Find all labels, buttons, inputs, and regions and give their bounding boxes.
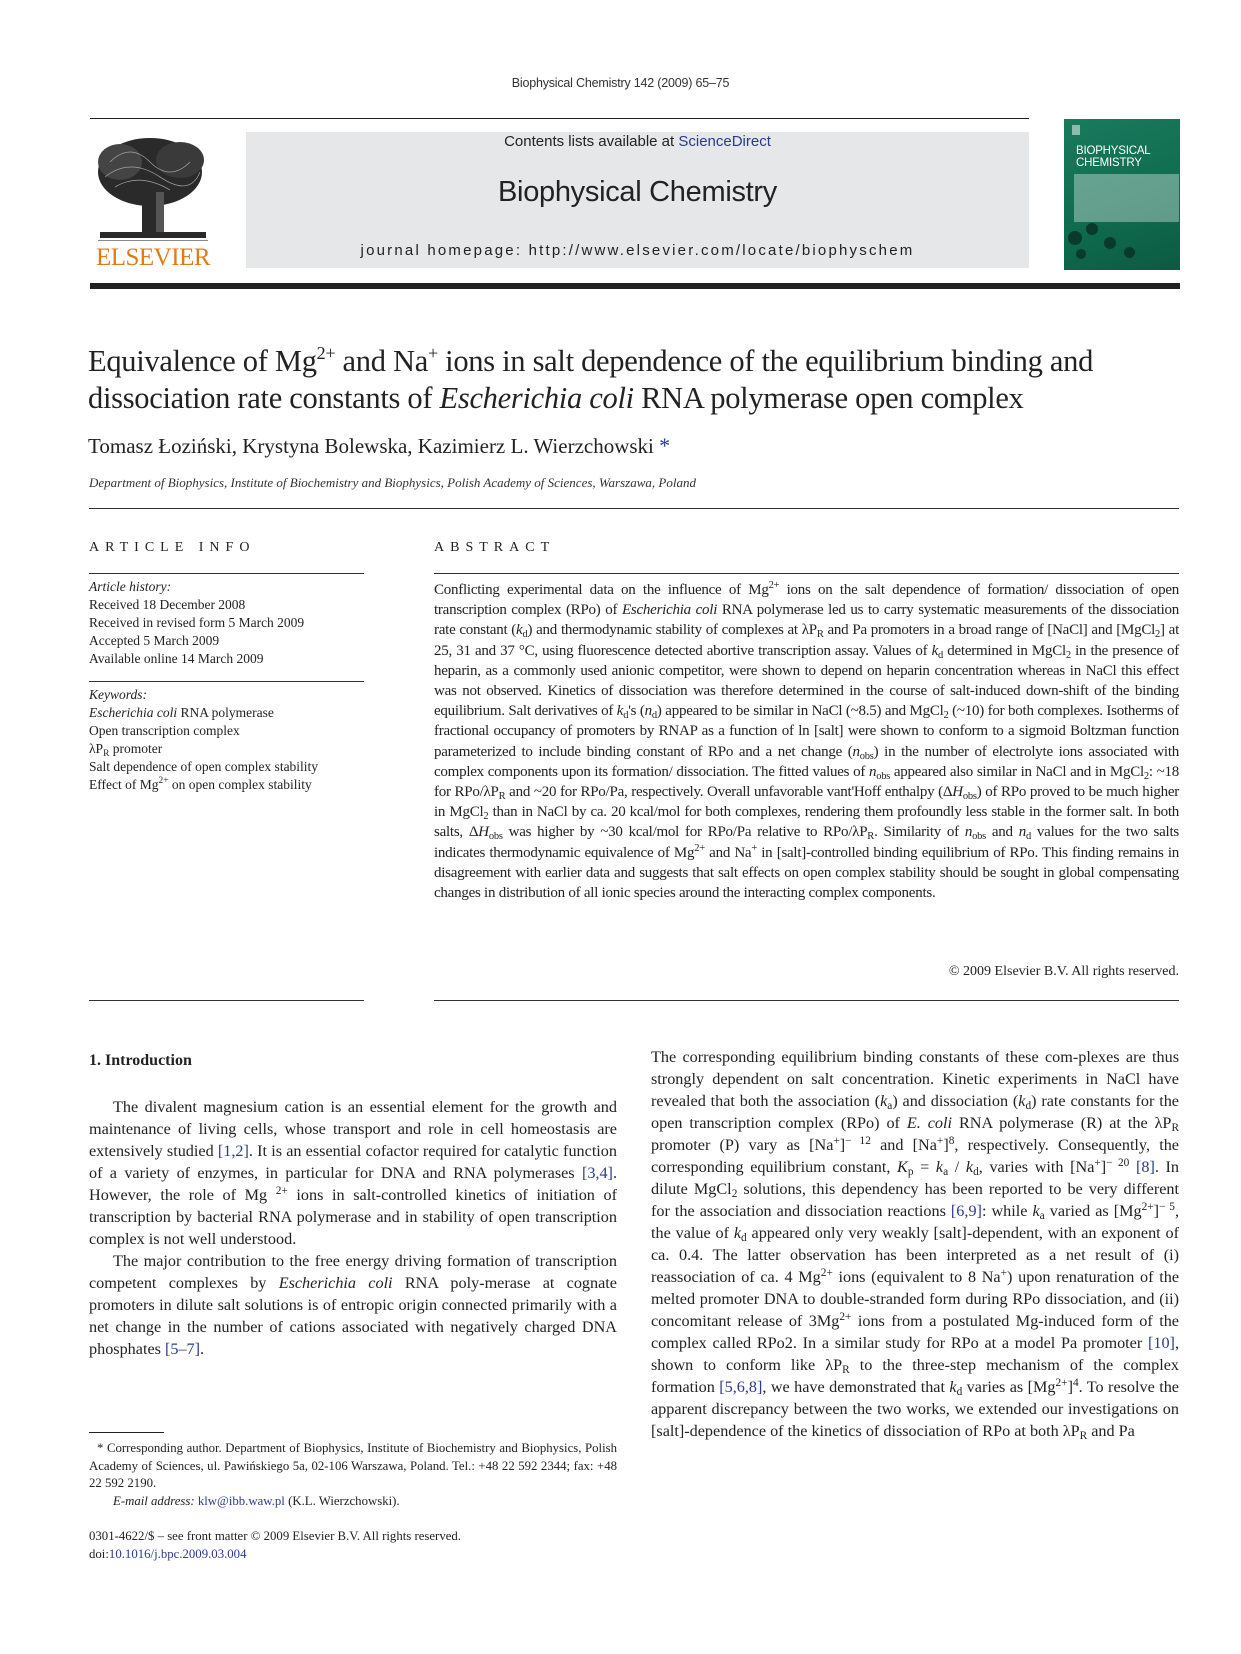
abstract-rule xyxy=(434,573,1179,574)
article-history xyxy=(89,578,369,668)
citation-link[interactable]: [3,4] xyxy=(581,1164,613,1182)
author-list xyxy=(88,433,670,459)
article-info-heading: ARTICLE INFO xyxy=(89,540,256,555)
abstract-copyright: © 2009 Elsevier B.V. All rights reserved. xyxy=(948,964,1179,979)
journal-banner xyxy=(246,132,1029,268)
citation-link[interactable]: [8] xyxy=(1135,1158,1155,1176)
journal-title: Biophysical Chemistry xyxy=(498,176,777,208)
cover-bead xyxy=(1124,247,1135,258)
contents-line xyxy=(246,133,1029,150)
doi-line: doi:10.1016/j.bpc.2009.03.004 xyxy=(89,1547,247,1561)
paragraph: The major contribution to the free energy driving formation of transcription competent complexes by Escherichia coli RNA poly-merase at cognate promoters in dilute salt solutions is of entropic origin connected primarily with a net change in the number of cations associated with negatively charged DNA phosphates [5–7]. xyxy=(89,1252,617,1358)
cover-panel xyxy=(1074,174,1179,222)
doi-link[interactable]: 10.1016/j.bpc.2009.03.004 xyxy=(108,1547,247,1561)
cover-title-line2: CHEMISTRY xyxy=(1076,157,1142,169)
running-title: Biophysical Chemistry 142 (2009) 65–75 xyxy=(511,76,730,90)
affiliation: Department of Biophysics, Institute of Biochemistry and Biophysics, Polish Academy of Sciences, Warszawa, Poland xyxy=(89,475,696,490)
footnote-rule xyxy=(89,1432,164,1433)
sciencedirect-link[interactable]: ScienceDirect xyxy=(678,133,771,150)
email-line: E-mail address: klw@ibb.waw.pl (K.L. Wierzchowski). xyxy=(113,1493,400,1508)
keywords xyxy=(89,686,369,794)
paragraph: The corresponding equilibrium binding constants of these com-plexes are thus strongly dependent on salt concentration. Kinetic experiments in NaCl have revealed that both the association $(k_a)$ and dissociation $(k_d)$ rate constants for the open transcription complex (RPo) of E. coli RNA polymerase (R) at the $\lambda P_R$ promoter (P) vary as $[Na^+]^{- 12}$ and $[Na^+]^8$, respectively. Consequently, the corresponding equilibrium constant, $K_p = k_a / k_d$, varies with $[Na^+]^{- 20}$ [8]. In dilute MgCl$_2$ solutions, this dependency has been reported to be very different for the association and dissociation reactions [6,9]: while $k_a$ varied as $[Mg^{2+}]^{- 5}$, the value of $k_d$ appeared only very weakly [salt]-dependent, with an exponent of ca. 0.4. The latter observation has been interpreted as a net result of (i) reassociation of ca. 4 $Mg^{2+}$ ions (equivalent to 8 Na+) upon renaturation of the melted promoter DNA to double-stranded form during RPo dissociation, and (ii) concomitant release of $3Mg^{2+}$ ions from a postulated Mg-induced form of the complex called RPo2. In a similar study for RPo at a model Pa promoter [10], shown to conform like $\lambda P_R$ to the three-step mechanism of the complex formation [5,6,8], we have demonstrated that $k_d$ varies as $[Mg^{2+}]^4$. To resolve the apparent discrepancy between the two works, we extended our investigations on [salt]-dependence of the kinetics of dissociation of RPo at both $\lambda P_R$ and Pa xyxy=(651,1048,1180,1442)
keyword: Salt dependence of open complex stability xyxy=(89,759,319,774)
keyword: $\lambda P_R$ promoter xyxy=(89,741,163,759)
abstract-heading: ABSTRACT xyxy=(434,540,556,555)
header-thick-rule xyxy=(90,283,1180,289)
article-title: Equivalence of $Mg^{2+}$ and Na+ ions in salt dependence of the equilibrium binding and dissociation rate constants of Escherichia coli RNA polymerase open complex xyxy=(88,343,1094,415)
email-link[interactable]: klw@ibb.waw.pl xyxy=(197,1493,285,1508)
header-rule xyxy=(90,118,1029,119)
keywords-label: Keywords: xyxy=(89,687,147,702)
title-divider xyxy=(89,508,1179,509)
article-info-rule xyxy=(89,573,364,574)
keywords-rule xyxy=(89,681,364,682)
publisher-logo-text: ELSEVIER xyxy=(95,244,211,271)
corresponding-author-footnote xyxy=(89,1440,617,1510)
intro-right-column xyxy=(651,1046,1179,1442)
history-label: Article history: xyxy=(89,579,172,594)
cover-title-line1: BIOPHYSICAL xyxy=(1076,145,1151,157)
citation-link[interactable]: [6,9] xyxy=(950,1202,982,1220)
citation-link[interactable]: [1,2] xyxy=(217,1142,249,1160)
cover-bead xyxy=(1068,231,1082,245)
corresponding-author-text: * Corresponding author. Department of Biophysics, Institute of Biochemistry and Biophysics, Polish Academy of Sciences, ul. Pawińskiego 5a, 02-106 Warszawa, Poland. Tel.: +48 22 592 2344; fax: +48 22 592 2190. xyxy=(89,1441,617,1490)
history-received: Received 18 December 2008 xyxy=(89,597,246,612)
cover-elsevier-mark xyxy=(1072,125,1080,135)
cover-title xyxy=(1076,145,1151,169)
paragraph: The divalent magnesium cation is an essential element for the growth and maintenance of living cells, whose transport and role in cell homeostasis are extensively studied [1,2]. It is an essential cofactor required for catalytic function of a variety of enzymes, in particular for DNA and RNA polymerases [3,4]. However, the role of Mg $^{2+}$ ions in salt-controlled kinetics of initiation of transcription by bacterial RNA polymerase and in stability of open transcription complex is not well understood. xyxy=(89,1098,618,1248)
keyword: Escherichia coli RNA polymerase xyxy=(89,705,274,720)
info-bottom-rule xyxy=(89,1000,364,1001)
citation-link[interactable]: [5–7] xyxy=(164,1340,201,1358)
history-online: Available online 14 March 2009 xyxy=(89,651,264,666)
citation-link[interactable]: [10] xyxy=(1147,1334,1175,1352)
citation-link[interactable]: [5,6,8] xyxy=(719,1378,763,1396)
section-heading-introduction: 1. Introduction xyxy=(89,1052,192,1069)
abstract-bottom-rule xyxy=(434,1000,1179,1001)
cover-bead xyxy=(1104,237,1116,249)
keyword: Effect of $Mg^{2+}$ on open complex stability xyxy=(89,776,312,792)
intro-left-column xyxy=(89,1096,617,1360)
front-matter xyxy=(89,1527,461,1563)
journal-homepage-link[interactable]: journal homepage: http://www.elsevier.com/locate/biophyschem xyxy=(360,242,915,259)
history-accepted: Accepted 5 March 2009 xyxy=(89,633,220,648)
contents-prefix: Contents lists available at xyxy=(504,133,679,150)
elsevier-logo[interactable] xyxy=(90,132,216,272)
cover-bead xyxy=(1076,249,1086,259)
cover-bead xyxy=(1086,223,1098,235)
journal-cover-thumbnail[interactable] xyxy=(1064,119,1180,270)
history-revised: Received in revised form 5 March 2009 xyxy=(89,615,305,630)
corresponding-author-mark[interactable]: * xyxy=(659,433,671,458)
abstract-body: Conflicting experimental data on the influence of $Mg^{2+}$ ions on the salt dependence of formation/ dissociation of open transcription complex (RPo) of Escherichia coli RNA polymerase led us to carry systematic measurements of the dissociation rate constant $(k_d)$ and thermodynamic stability of complexes at $\lambda P_R$ and Pa promoters in a broad range of [NaCl] and [MgCl$_2$] at 25, 31 and 37 °C, using fluorescence detected abortive transcription assay. Values of $k_d$ determined in MgCl$_2$ in the presence of heparin, as a commonly used anionic competitor, were shown to depend on heparin concentration whereas in NaCl this effect was not observed. Kinetics of dissociation was therefore determined in the course of salt-induced down-shift of the binding equilibrium. Salt derivatives of $k_d's$ $(n_d)$ appeared to be similar in NaCl (~8.5) and MgCl$_2$ (~10) for both complexes. Isotherms of fractional occupancy of promoters by RNAP as a function of ln [salt] were shown to conform to a sigmoid Boltzman function parameterized to include binding constant of RPo and a net change $(n_{obs})$ in the number of electrolyte ions associated with complex components upon its formation/ dissociation. The fitted values of $n_{obs}$ appeared also similar in NaCl and in MgCl$_2$: ~18 for RPo/$\lambda P_R$ and ~20 for RPo/Pa, respectively. Overall unfavorable vant'Hoff enthalpy $(\Delta H_{obs})$ of RPo proved to be much higher in MgCl$_2$ than in NaCl by ca. 20 kcal/mol for both complexes, rendering them profoundly less stable in the former salt. In both salts, $\Delta H_{obs}$ was higher by ~30 kcal/mol for RPo/Pa relative to RPo/$\lambda P_R$. Similarity of $n_{obs}$ and $n_d$ values for the two salts indicates thermodynamic equivalence of $Mg^{2+}$ and Na+ in [salt]-controlled binding equilibrium of RPo. This finding remains in disagreement with earlier data and suggests that salt effects on open complex stability should be sought in global compensating changes in distribution of all ionic species around the interacting complex components. xyxy=(434,580,1180,902)
front-matter-text: 0301-4622/$ – see front matter © 2009 Elsevier B.V. All rights reserved. xyxy=(89,1529,461,1543)
keyword: Open transcription complex xyxy=(89,723,240,738)
authors: Tomasz Łoziński, Krystyna Bolewska, Kazimierz L. Wierzchowski xyxy=(88,434,654,458)
